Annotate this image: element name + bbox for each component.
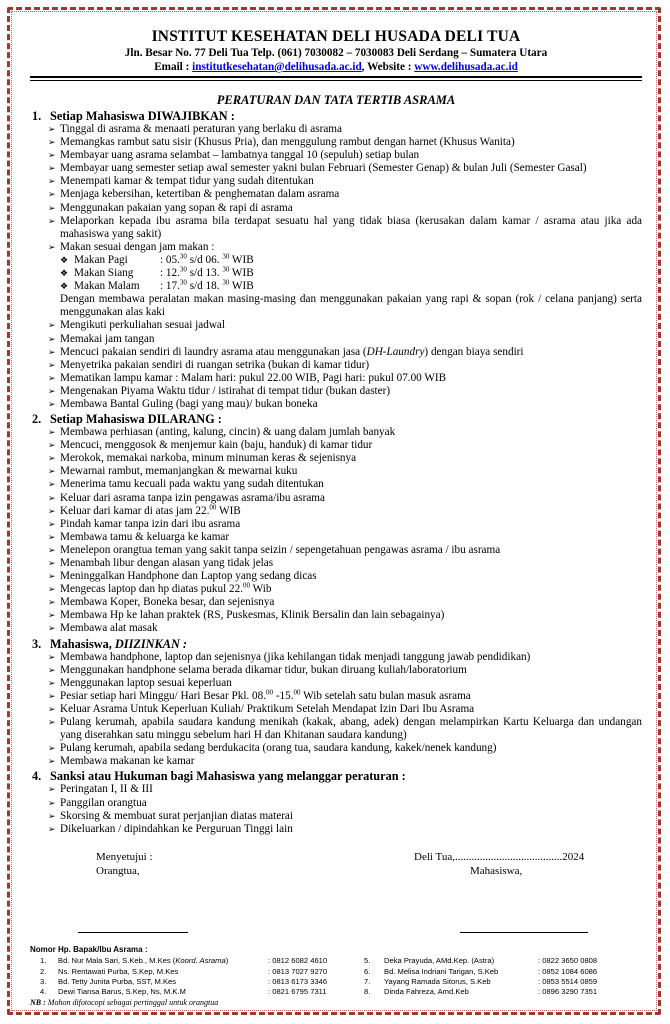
arrow-bullet-icon: ➢: [48, 346, 56, 357]
meal-time-row: ❖ Makan Siang : 12.30 s/d 13. $^{30}$ WIB: [60, 265, 254, 280]
arrow-bullet-icon: ➢: [48, 610, 56, 621]
arrow-bullet-icon: ➢: [48, 241, 56, 252]
diamond-bullet-icon: ❖: [60, 281, 69, 292]
arrow-bullet-icon: ➢: [48, 797, 56, 808]
list-item: ➢ Membayar uang semester setiap awal semester yakni bulan Februari (Semester Genap) & bulan Juli (Semester Gasal): [48, 162, 587, 175]
section-2-list: [30, 426, 642, 636]
list-item: ➢ Mengecas laptop dan hp diatas pukul 22.00 Wib: [48, 581, 272, 596]
list-item: ➢ Pindah kamar tanpa izin dari ibu asrama: [48, 517, 241, 530]
student-signature-line: [460, 932, 588, 933]
arrow-bullet-icon: ➢: [48, 137, 56, 148]
list-item: ➢ Mewarnai rambut, memanjangkan & mewarnai kuku: [48, 465, 298, 478]
contact-row: 4. Dewi Tiansa Barus, S.Kep, Ns, M.K.M : 0821 6795 7311 8. Dinda Fahreza, Amd.Keb : 0896 3290 7351: [40, 987, 598, 997]
list-item: ➢ Mencuci pakaian sendiri di laundry asrama atau menggunakan jasa (DH-Laundry) dengan biaya sendiri: [48, 345, 524, 358]
list-item: ➢ Peringatan I, II & III: [48, 783, 153, 796]
list-item: ➢ Menyetrika pakaian sendiri di ruangan setrika (bukan di kamar tidur): [48, 358, 370, 371]
list-item: ➢ Membawa makanan ke kamar: [48, 755, 195, 768]
contacts-title: Nomor Hp. Bapak/Ibu Asrama :: [30, 944, 148, 954]
arrow-bullet-icon: ➢: [48, 690, 56, 701]
document-title: PERATURAN DAN TATA TERTIB ASRAMA: [216, 93, 456, 107]
list-item: ➢ Pulang kerumah, apabila saudara kandung menikah (kakak, abang, adek) dengan melampirkan Kartu Keluarga dan undangan yang diserahkan satu minggu sebelum hari H dan Khitanan saudara kandung): [48, 716, 642, 742]
email-link[interactable]: institutkesehatan@delihusada.ac.id: [192, 61, 362, 73]
diamond-bullet-icon: ❖: [60, 268, 69, 279]
arrow-bullet-icon: ➢: [48, 505, 56, 516]
list-item: ➢ Pulang kerumah, apabila sedang berdukacita (orang tua, saudara kandung, kakek/nenek kandung): [48, 742, 497, 755]
section-3-title: 3. Mahasiswa, DIIZINKAN :: [32, 636, 188, 651]
arrow-bullet-icon: ➢: [48, 124, 56, 134]
arrow-bullet-icon: ➢: [48, 163, 56, 174]
list-item: ➢ Menambah libur dengan alasan yang tidak jelas: [48, 557, 274, 569]
section-2-title: 2. Setiap Mahasiswa DILARANG :: [32, 412, 222, 427]
arrow-bullet-icon: ➢: [48, 372, 56, 383]
list-item: ➢ Panggilan orangtua: [48, 796, 147, 809]
list-item: ➢ Membayar uang asrama selambat – lambatnya tanggal 10 (sepuluh) setiap bulan: [48, 149, 420, 162]
meal-note: Dengan membawa peralatan makan masing-masing dan menggunakan pakaian yang rapi & sopan (rok / celana panjang) serta menggunakan alas kaki: [60, 293, 642, 319]
place-date-line: Deli Tua,.......................................2024: [414, 850, 585, 863]
list-item: ➢ Membawa alat masak: [48, 622, 158, 635]
arrow-bullet-icon: ➢: [48, 531, 56, 542]
institution-address: Jln. Besar No. 77 Deli Tua Telp. (061) 7030082 – 7030083 Deli Serdang – Sumatera Utara: [124, 47, 548, 59]
parent-signature-line: [78, 932, 188, 933]
arrow-bullet-icon: ➢: [48, 558, 56, 568]
arrow-bullet-icon: ➢: [48, 466, 56, 477]
section-3-list: [30, 651, 642, 769]
arrow-bullet-icon: ➢: [48, 333, 56, 344]
arrow-bullet-icon: ➢: [48, 453, 56, 464]
list-item: ➢ Menggunakan handphone selama berada dikamar tidur, bukan diruang kuliah/laboratorium: [48, 663, 467, 676]
arrow-bullet-icon: ➢: [48, 544, 56, 555]
list-item: ➢ Keluar Asrama Untuk Keperluan Kuliah/ Praktikum Setelah Mendapat Izin Dari Ibu Asrama: [48, 702, 475, 715]
meal-time-row: ❖ Makan Malam : 17.30 s/d 18. $^{30}$ WIB: [60, 278, 254, 293]
arrow-bullet-icon: ➢: [48, 320, 56, 331]
list-item: ➢ Membawa handphone, laptop dan sejenisnya (jika kehilangan tidak menjadi tanggung jawab pendidikan): [48, 650, 531, 663]
signature-block: [30, 850, 642, 945]
list-item: ➢ Menerima tamu kecuali pada waktu yang sudah ditentukan: [48, 478, 324, 491]
arrow-bullet-icon: ➢: [48, 623, 56, 634]
arrow-bullet-icon: ➢: [48, 717, 56, 728]
list-item: ➢ Dikeluarkan / dipindahkan ke Perguruan Tinggi lain: [48, 822, 293, 835]
list-item: ➢ Menjaga kebersihan, ketertiban & penghematan dalam asrama: [48, 188, 340, 201]
list-item: ➢ Pesiar setiap hari Minggu/ Hari Besar Pkl. 08.00 -15.00 Wib setelah satu bulan masuk asrama: [48, 688, 471, 702]
diamond-bullet-icon: ❖: [60, 254, 69, 265]
list-item: ➢ Menggunakan laptop sesuai keperluan: [48, 676, 232, 689]
list-item: ➢ Mengenakan Piyama Waktu tidur / istirahat di tempat tidur (bukan daster): [48, 384, 391, 397]
list-item: ➢ Mengikuti perkuliahan sesuai jadwal: [48, 319, 225, 332]
arrow-bullet-icon: ➢: [48, 176, 56, 187]
list-item: ➢ Membawa Koper, Boneka besar, dan sejenisnya: [48, 596, 275, 609]
arrow-bullet-icon: ➢: [48, 677, 56, 688]
list-item: ➢ Menelepon orangtua teman yang sakit tanpa seizin / sepengetahuan pengawas asrama / ibu asrama: [48, 543, 501, 556]
arrow-bullet-icon: ➢: [48, 398, 56, 409]
document: [30, 28, 642, 1008]
list-item: ➢ Membawa tamu & keluarga ke kamar: [48, 530, 230, 543]
arrow-bullet-icon: ➢: [48, 571, 56, 582]
arrow-bullet-icon: ➢: [48, 479, 56, 490]
section-4-list: [30, 783, 642, 835]
list-item: ➢ Mematikan lampu kamar : Malam hari: pukul 22.00 WIB, Pagi hari: pukul 07.00 WIB: [48, 371, 447, 384]
contact-row: 2. Ns. Rentawati Purba, S.Kep, M.Kes : 0813 7027 9270 6. Bd. Melisa Indriani Tarigan, S.Keb : 0852 1084 6086: [40, 966, 598, 976]
arrow-bullet-icon: ➢: [48, 215, 56, 226]
arrow-bullet-icon: ➢: [48, 597, 56, 608]
list-item: ➢ Membawa perhiasan (anting, kalung, cincin) & uang dalam jumlah banyak: [48, 426, 396, 439]
contact-line: Email : institutkesehatan@delihusada.ac.id, Website : www.delihusada.ac.id: [154, 61, 518, 73]
list-item: ➢ Membawa Hp ke lahan praktek (RS, Puskesmas, Klinik Bersalin dan lain sebagainya): [48, 609, 445, 622]
arrow-bullet-icon: ➢: [48, 810, 56, 821]
header-divider: [30, 76, 642, 81]
list-item: ➢ Tinggal di asrama & menaati peraturan yang berlaku di asrama: [48, 123, 342, 135]
section-1-list: [30, 123, 642, 254]
arrow-bullet-icon: ➢: [48, 492, 56, 503]
parent-label: Orangtua,: [96, 864, 140, 877]
dormitory-contacts: [30, 945, 642, 1008]
list-item: ➢ Melaporkan kepada ibu asrama bila terdapat sesuatu hal yang tidak biasa (kerusakan dalam kamar / asrama atau jika ada mahasiswa yang sakit): [48, 214, 642, 240]
list-item: ➢ Keluar dari kamar di atas jam 22.00 WIB: [48, 502, 241, 517]
list-item: ➢ Meninggalkan Handphone dan Laptop yang sedang dicas: [48, 570, 317, 583]
list-item: ➢ Memangkas rambut satu sisir (Khusus Pria), dan menggulung rambut dengan harnet (Khusus Wanita): [48, 136, 515, 149]
arrow-bullet-icon: ➢: [48, 189, 56, 200]
institution-name: INSTITUT KESEHATAN DELI HUSADA DELI TUA: [151, 28, 521, 45]
arrow-bullet-icon: ➢: [48, 703, 56, 714]
arrow-bullet-icon: ➢: [48, 664, 56, 675]
section-1-title: 1. Setiap Mahasiswa DIWAJIBKAN :: [32, 109, 235, 123]
arrow-bullet-icon: ➢: [48, 427, 56, 438]
nb-note: NB : Mohon difotocopi sebagai pertinggal untuk orangtua: [30, 997, 219, 1007]
arrow-bullet-icon: ➢: [48, 202, 56, 213]
arrow-bullet-icon: ➢: [48, 584, 56, 595]
arrow-bullet-icon: ➢: [48, 784, 56, 795]
student-label: Mahasiswa,: [470, 864, 523, 877]
arrow-bullet-icon: ➢: [48, 518, 56, 529]
arrow-bullet-icon: ➢: [48, 359, 56, 370]
list-item: ➢ Merokok, memakai narkoba, minum minuman keras & sejenisnya: [48, 452, 357, 465]
arrow-bullet-icon: ➢: [48, 440, 56, 451]
arrow-bullet-icon: ➢: [48, 651, 56, 662]
section-4-title: 4. Sanksi atau Hukuman bagi Mahasiswa yang melanggar peraturan :: [32, 769, 406, 784]
list-item: ➢ Makan sesuai dengan jam makan :: [48, 240, 215, 253]
arrow-bullet-icon: ➢: [48, 150, 56, 161]
arrow-bullet-icon: ➢: [48, 823, 56, 834]
list-item: ➢ Menggunakan pakaian yang sopan & rapi di asrama: [48, 201, 293, 214]
list-item: ➢ Keluar dari asrama tanpa izin pengawas asrama/ibu asrama: [48, 491, 325, 504]
list-item: ➢ Skorsing & membuat surat perjanjian diatas materai: [48, 809, 294, 822]
list-item: ➢ Mencuci, menggosok & menjemur kain (baju, handuk) di kamar tidur: [48, 439, 373, 452]
contact-row: 1. Bd. Nur Mala Sari, S.Keb., M.Kes (Koord. Asrama) : 0812 6082 4610 5. Deka Prayuda, AMd.Kep. (Astra) : 0822 3650 0808: [40, 956, 598, 966]
approval-label: Menyetujui :: [96, 850, 153, 863]
meal-time-row: ❖ Makan Pagi : 05.30 s/d 06. $^{30}$ WIB: [60, 252, 254, 266]
list-item: ➢ Menempati kamar & tempat tidur yang sudah ditentukan: [48, 175, 314, 188]
arrow-bullet-icon: ➢: [48, 756, 56, 767]
arrow-bullet-icon: ➢: [48, 385, 56, 396]
section-1-list-b: [30, 319, 642, 411]
list-item: ➢ Membawa Bantal Guling (bagi yang mau)/ bukan boneka: [48, 397, 318, 410]
contact-row: 3. Bd. Tetty Junita Purba, SST, M.Kes : 0813 6173 3346 7. Yayang Ramada Sitorus, S.Keb : 0853 5514 0859: [40, 976, 598, 986]
arrow-bullet-icon: ➢: [48, 743, 56, 754]
website-link[interactable]: www.delihusada.ac.id: [414, 61, 518, 73]
list-item: ➢ Memakai jam tangan: [48, 332, 155, 345]
